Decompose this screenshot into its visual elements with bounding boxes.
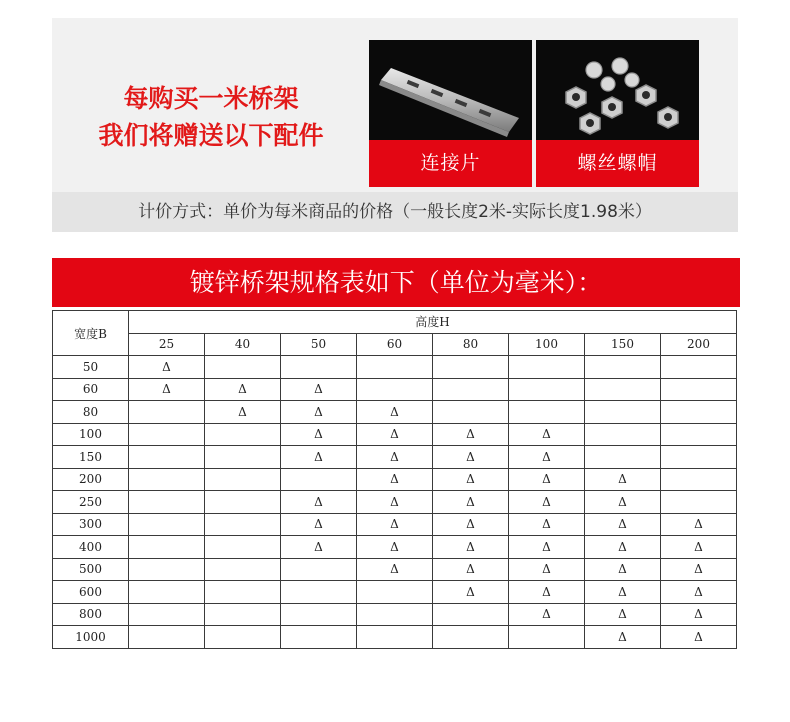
spec-cell: Δ xyxy=(433,446,509,469)
spec-cell: Δ xyxy=(433,423,509,446)
promo-line-2: 我们将赠送以下配件 xyxy=(98,121,324,150)
spec-cell xyxy=(129,558,205,581)
spec-cell xyxy=(661,446,737,469)
spec-cell xyxy=(357,626,433,649)
spec-cell: Δ xyxy=(509,468,585,491)
spec-cell xyxy=(357,378,433,401)
table-row xyxy=(53,558,737,581)
spec-cell: Δ xyxy=(129,378,205,401)
spec-cell xyxy=(129,401,205,424)
spec-cell xyxy=(205,356,281,379)
spec-cell xyxy=(205,536,281,559)
table-row xyxy=(53,491,737,514)
table-row xyxy=(53,423,737,446)
spec-cell xyxy=(129,536,205,559)
spec-cell: Δ xyxy=(281,536,357,559)
table-row xyxy=(53,446,737,469)
height-header-cell: 150 xyxy=(585,333,661,356)
spec-cell xyxy=(205,626,281,649)
width-cell: 150 xyxy=(53,446,129,469)
height-header-cell: 50 xyxy=(281,333,357,356)
spec-cell: Δ xyxy=(281,423,357,446)
table-row xyxy=(53,626,737,649)
spec-cell xyxy=(205,581,281,604)
spec-cell xyxy=(129,446,205,469)
spec-cell: Δ xyxy=(357,401,433,424)
width-cell: 400 xyxy=(53,536,129,559)
height-header-cell: 25 xyxy=(129,333,205,356)
spec-cell xyxy=(585,356,661,379)
spec-cell xyxy=(433,626,509,649)
spec-table-body xyxy=(53,356,737,649)
spec-cell xyxy=(205,468,281,491)
spec-cell: Δ xyxy=(661,581,737,604)
spec-cell: Δ xyxy=(585,513,661,536)
width-cell: 80 xyxy=(53,401,129,424)
spec-cell: Δ xyxy=(357,423,433,446)
table-header-row xyxy=(53,311,737,334)
spec-cell: Δ xyxy=(357,513,433,536)
spec-cell: Δ xyxy=(281,513,357,536)
spec-cell xyxy=(129,468,205,491)
spec-cell xyxy=(205,491,281,514)
spec-cell xyxy=(509,378,585,401)
spec-cell: Δ xyxy=(661,536,737,559)
spec-cell xyxy=(661,378,737,401)
spec-cell: Δ xyxy=(585,558,661,581)
height-header-cell: 40 xyxy=(205,333,281,356)
spec-cell xyxy=(433,401,509,424)
height-header-cell: 100 xyxy=(509,333,585,356)
promo-headline xyxy=(52,80,370,154)
spec-cell xyxy=(509,626,585,649)
product-card-connector xyxy=(369,40,532,187)
width-cell: 300 xyxy=(53,513,129,536)
table-row xyxy=(53,401,737,424)
spec-cell xyxy=(661,401,737,424)
spec-cell: Δ xyxy=(585,491,661,514)
height-header-cell: 60 xyxy=(357,333,433,356)
table-row xyxy=(53,513,737,536)
spec-cell: Δ xyxy=(433,536,509,559)
spec-cell xyxy=(129,513,205,536)
spec-cell xyxy=(281,468,357,491)
spec-cell xyxy=(281,603,357,626)
spec-cell xyxy=(357,356,433,379)
spec-cell xyxy=(129,491,205,514)
width-cell: 200 xyxy=(53,468,129,491)
height-header-cell: 200 xyxy=(661,333,737,356)
spec-cell xyxy=(205,513,281,536)
spec-cell: Δ xyxy=(509,558,585,581)
table-row xyxy=(53,378,737,401)
spec-cell: Δ xyxy=(509,423,585,446)
spec-cell: Δ xyxy=(433,491,509,514)
spec-cell xyxy=(433,603,509,626)
spec-cell: Δ xyxy=(585,581,661,604)
spec-cell xyxy=(205,558,281,581)
spec-table xyxy=(52,310,737,649)
spec-cell: Δ xyxy=(585,603,661,626)
product-caption-screws: 螺丝螺帽 xyxy=(536,140,699,187)
spec-cell xyxy=(205,603,281,626)
spec-cell xyxy=(129,423,205,446)
pricing-note: 计价方式：单价为每米商品的价格（一般长度2米-实际长度1.98米） xyxy=(52,192,738,232)
spec-cell: Δ xyxy=(585,536,661,559)
spec-cell: Δ xyxy=(205,378,281,401)
spec-cell xyxy=(585,423,661,446)
width-cell: 60 xyxy=(53,378,129,401)
table-row xyxy=(53,581,737,604)
spec-cell: Δ xyxy=(433,513,509,536)
table-row xyxy=(53,468,737,491)
spec-cell: Δ xyxy=(509,536,585,559)
spec-cell xyxy=(661,423,737,446)
spec-cell xyxy=(509,401,585,424)
product-caption-connector: 连接片 xyxy=(369,140,532,187)
height-values-row xyxy=(53,333,737,356)
spec-cell: Δ xyxy=(661,626,737,649)
spec-cell: Δ xyxy=(357,468,433,491)
spec-cell xyxy=(661,468,737,491)
spec-cell: Δ xyxy=(433,581,509,604)
spec-cell xyxy=(281,626,357,649)
spec-cell xyxy=(585,378,661,401)
spec-cell xyxy=(129,581,205,604)
spec-cell: Δ xyxy=(661,513,737,536)
table-row xyxy=(53,603,737,626)
spec-cell xyxy=(129,626,205,649)
spec-cell: Δ xyxy=(357,491,433,514)
spec-cell xyxy=(357,603,433,626)
spec-cell: Δ xyxy=(585,626,661,649)
table-row xyxy=(53,536,737,559)
screws-nuts-photo xyxy=(536,40,699,140)
width-cell: 250 xyxy=(53,491,129,514)
promo-panel xyxy=(52,18,738,232)
spec-table-title: 镀锌桥架规格表如下（单位为毫米）： xyxy=(52,258,740,307)
spec-cell: Δ xyxy=(281,491,357,514)
spec-cell: Δ xyxy=(661,558,737,581)
width-cell: 100 xyxy=(53,423,129,446)
spec-cell xyxy=(357,581,433,604)
spec-cell xyxy=(509,356,585,379)
spec-cell xyxy=(585,401,661,424)
spec-cell: Δ xyxy=(281,446,357,469)
height-label: 高度H xyxy=(129,311,737,334)
width-cell: 500 xyxy=(53,558,129,581)
spec-cell: Δ xyxy=(509,513,585,536)
connector-plate-photo xyxy=(369,40,532,140)
product-card-screws xyxy=(536,40,699,187)
spec-cell: Δ xyxy=(509,491,585,514)
spec-cell: Δ xyxy=(281,401,357,424)
spec-cell: Δ xyxy=(509,603,585,626)
spec-cell xyxy=(281,581,357,604)
spec-cell xyxy=(661,356,737,379)
spec-cell: Δ xyxy=(433,558,509,581)
height-header-cell: 80 xyxy=(433,333,509,356)
spec-cell: Δ xyxy=(509,446,585,469)
width-cell: 800 xyxy=(53,603,129,626)
spec-cell: Δ xyxy=(433,468,509,491)
spec-cell xyxy=(281,356,357,379)
spec-cell: Δ xyxy=(357,536,433,559)
spec-cell xyxy=(205,446,281,469)
width-cell: 600 xyxy=(53,581,129,604)
spec-cell xyxy=(433,378,509,401)
width-cell: 50 xyxy=(53,356,129,379)
spec-cell xyxy=(433,356,509,379)
spec-cell xyxy=(585,446,661,469)
spec-cell xyxy=(661,491,737,514)
width-cell: 1000 xyxy=(53,626,129,649)
spec-cell: Δ xyxy=(205,401,281,424)
spec-cell: Δ xyxy=(129,356,205,379)
spec-cell xyxy=(281,558,357,581)
corner-label: 宽度B xyxy=(53,311,129,356)
spec-cell: Δ xyxy=(357,558,433,581)
table-row xyxy=(53,356,737,379)
spec-cell: Δ xyxy=(509,581,585,604)
spec-cell xyxy=(205,423,281,446)
promo-line-1: 每购买一米桥架 xyxy=(123,84,299,113)
spec-cell xyxy=(129,603,205,626)
spec-cell: Δ xyxy=(281,378,357,401)
spec-cell: Δ xyxy=(357,446,433,469)
spec-cell: Δ xyxy=(585,468,661,491)
spec-cell: Δ xyxy=(661,603,737,626)
